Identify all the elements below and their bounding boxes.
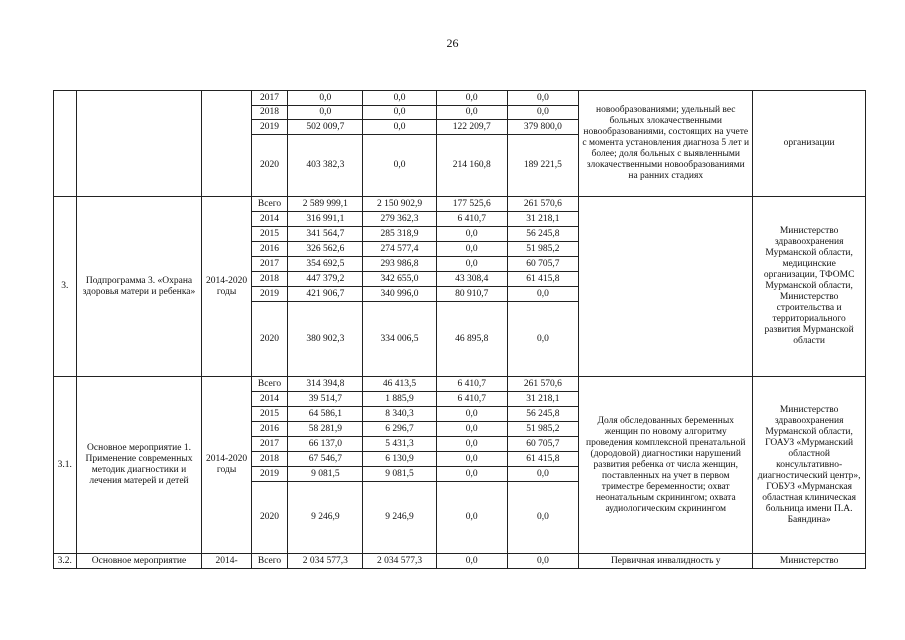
- value-cell: 0,0: [507, 91, 579, 106]
- executor-cell: Министерство: [753, 554, 866, 569]
- total-cell: 66 137,0: [288, 437, 363, 452]
- value-cell: 8 340,3: [363, 407, 437, 422]
- total-cell: 403 382,3: [288, 135, 363, 197]
- value-cell: 189 221,5: [507, 135, 579, 197]
- value-cell: 60 705,7: [507, 257, 579, 272]
- value-cell: 2 034 577,3: [363, 554, 437, 569]
- year-cell: 2019: [251, 120, 288, 135]
- value-cell: 0,0: [436, 452, 507, 467]
- year-cell: 2020: [251, 135, 288, 197]
- year-cell: 2017: [251, 257, 288, 272]
- empty-cell: [76, 91, 202, 197]
- value-cell: 6 130,9: [363, 452, 437, 467]
- year-cell: 2014: [251, 212, 288, 227]
- value-cell: 0,0: [507, 106, 579, 120]
- total-cell: 2 034 577,3: [288, 554, 363, 569]
- value-cell: 51 985,2: [507, 422, 579, 437]
- value-cell: 56 245,8: [507, 227, 579, 242]
- value-cell: 0,0: [436, 106, 507, 120]
- indicator-cell: [579, 197, 753, 377]
- value-cell: 334 006,5: [363, 302, 437, 377]
- year-cell: Всего: [251, 197, 288, 212]
- value-cell: 61 415,8: [507, 452, 579, 467]
- value-cell: 0,0: [436, 422, 507, 437]
- total-cell: 2 589 999,1: [288, 197, 363, 212]
- value-cell: 0,0: [436, 91, 507, 106]
- value-cell: 340 996,0: [363, 287, 437, 302]
- empty-cell: [202, 91, 251, 197]
- value-cell: 0,0: [507, 482, 579, 554]
- year-cell: 2017: [251, 437, 288, 452]
- year-cell: 2016: [251, 422, 288, 437]
- total-cell: 314 394,8: [288, 377, 363, 392]
- value-cell: 46 895,8: [436, 302, 507, 377]
- value-cell: 61 415,8: [507, 272, 579, 287]
- indicator-cell: новообразованиями; удельный вес больных злокачественными новообразованиями, состоящих на учете с момента установления диагноза 5 лет и более; доля больных с выявленными злокачественными новообразованиями на ранних стадиях: [579, 91, 753, 197]
- value-cell: 5 431,3: [363, 437, 437, 452]
- year-cell: 2015: [251, 227, 288, 242]
- value-cell: 6 410,7: [436, 212, 507, 227]
- value-cell: 80 910,7: [436, 287, 507, 302]
- value-cell: 0,0: [436, 437, 507, 452]
- total-cell: 326 562,6: [288, 242, 363, 257]
- value-cell: 214 160,8: [436, 135, 507, 197]
- value-cell: 0,0: [507, 302, 579, 377]
- empty-cell: [54, 91, 77, 197]
- value-cell: 0,0: [436, 227, 507, 242]
- executor-cell: Министерство здравоохранения Мурманской области, медицинские организации, ТФОМС Мурманской области, Министерство строительства и территориального развития Мурманской области: [753, 197, 866, 377]
- table-row: [54, 91, 866, 106]
- value-cell: 6 296,7: [363, 422, 437, 437]
- value-cell: 0,0: [363, 91, 437, 106]
- value-cell: 379 800,0: [507, 120, 579, 135]
- page-number: 26: [446, 36, 459, 50]
- value-cell: 0,0: [436, 407, 507, 422]
- item-number: 3.: [54, 197, 77, 377]
- value-cell: 274 577,4: [363, 242, 437, 257]
- value-cell: 43 308,4: [436, 272, 507, 287]
- total-cell: 39 514,7: [288, 392, 363, 407]
- value-cell: 0,0: [363, 120, 437, 135]
- total-cell: 502 009,7: [288, 120, 363, 135]
- value-cell: 2 150 902,9: [363, 197, 437, 212]
- total-cell: 447 379,2: [288, 272, 363, 287]
- total-cell: 380 902,3: [288, 302, 363, 377]
- year-cell: 2019: [251, 287, 288, 302]
- year-cell: 2018: [251, 106, 288, 120]
- value-cell: 56 245,8: [507, 407, 579, 422]
- total-cell: 0,0: [288, 91, 363, 106]
- value-cell: 0,0: [363, 106, 437, 120]
- value-cell: 9 081,5: [363, 467, 437, 482]
- total-cell: 58 281,9: [288, 422, 363, 437]
- year-cell: 2014: [251, 392, 288, 407]
- value-cell: 0,0: [436, 482, 507, 554]
- value-cell: 46 413,5: [363, 377, 437, 392]
- value-cell: 0,0: [507, 554, 579, 569]
- table-row: [54, 197, 866, 212]
- year-cell: Всего: [251, 377, 288, 392]
- value-cell: 51 985,2: [507, 242, 579, 257]
- value-cell: 342 655,0: [363, 272, 437, 287]
- item-name: Основное мероприятие 1. Применение современных методик диагностики и лечения матерей и детей: [76, 377, 202, 554]
- table-row: [54, 554, 866, 569]
- value-cell: 261 570,6: [507, 377, 579, 392]
- value-cell: 0,0: [436, 554, 507, 569]
- value-cell: 0,0: [363, 135, 437, 197]
- item-name: Подпрограмма 3. «Охрана здоровья матери и ребенка»: [76, 197, 202, 377]
- value-cell: 261 570,6: [507, 197, 579, 212]
- value-cell: 293 986,8: [363, 257, 437, 272]
- total-cell: 354 692,5: [288, 257, 363, 272]
- value-cell: 0,0: [436, 242, 507, 257]
- indicator-cell: Первичная инвалидность у: [579, 554, 753, 569]
- value-cell: 0,0: [507, 287, 579, 302]
- item-number: 3.1.: [54, 377, 77, 554]
- year-cell: 2019: [251, 467, 288, 482]
- total-cell: 9 246,9: [288, 482, 363, 554]
- year-cell: 2018: [251, 272, 288, 287]
- value-cell: 279 362,3: [363, 212, 437, 227]
- item-number: 3.2.: [54, 554, 77, 569]
- value-cell: 1 885,9: [363, 392, 437, 407]
- value-cell: 31 218,1: [507, 392, 579, 407]
- program-table: [53, 90, 866, 569]
- total-cell: 341 564,7: [288, 227, 363, 242]
- year-cell: Всего: [251, 554, 288, 569]
- total-cell: 9 081,5: [288, 467, 363, 482]
- year-cell: 2016: [251, 242, 288, 257]
- value-cell: 0,0: [436, 257, 507, 272]
- total-cell: 316 991,1: [288, 212, 363, 227]
- year-cell: 2020: [251, 482, 288, 554]
- value-cell: 6 410,7: [436, 377, 507, 392]
- year-cell: 2017: [251, 91, 288, 106]
- year-cell: 2015: [251, 407, 288, 422]
- value-cell: 60 705,7: [507, 437, 579, 452]
- year-cell: 2018: [251, 452, 288, 467]
- value-cell: 122 209,7: [436, 120, 507, 135]
- value-cell: 285 318,9: [363, 227, 437, 242]
- item-name: Основное мероприятие: [76, 554, 202, 569]
- executor-cell: Министерство здравоохранения Мурманской области, ГОАУЗ «Мурманский областной консультативно-диагностический центр», ГОБУЗ «Мурманская областная клиническая больница имени П.А. Баяндина»: [753, 377, 866, 554]
- value-cell: 9 246,9: [363, 482, 437, 554]
- item-period: 2014-2020 годы: [202, 197, 251, 377]
- value-cell: 0,0: [436, 467, 507, 482]
- indicator-cell: Доля обследованных беременных женщин по новому алгоритму проведения комплексной пренатальной (дородовой) диагностики нарушений развития ребенка от числа женщин, поставленных на учет в первом триместре беременности; охват неонатальным скринингом; охвата аудиологическим скринингом: [579, 377, 753, 554]
- value-cell: 177 525,6: [436, 197, 507, 212]
- value-cell: 6 410,7: [436, 392, 507, 407]
- value-cell: 0,0: [507, 467, 579, 482]
- item-period: 2014-2020 годы: [202, 377, 251, 554]
- total-cell: 67 546,7: [288, 452, 363, 467]
- value-cell: 31 218,1: [507, 212, 579, 227]
- item-period: 2014-: [202, 554, 251, 569]
- year-cell: 2020: [251, 302, 288, 377]
- table-row: [54, 377, 866, 392]
- executor-cell: организации: [753, 91, 866, 197]
- total-cell: 0,0: [288, 106, 363, 120]
- total-cell: 421 906,7: [288, 287, 363, 302]
- total-cell: 64 586,1: [288, 407, 363, 422]
